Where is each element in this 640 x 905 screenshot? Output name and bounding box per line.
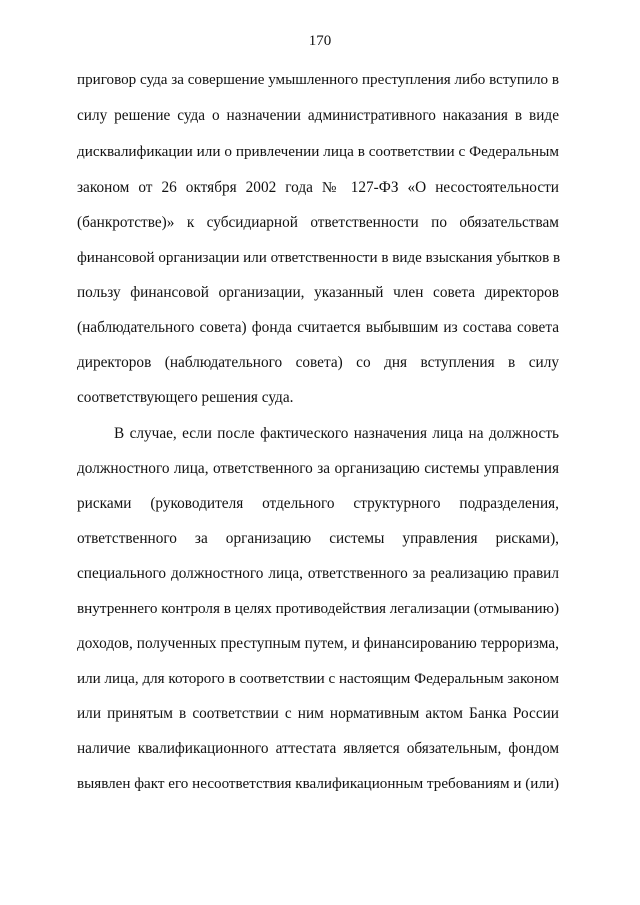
text-line: силу решение суда о назначении административного наказания в виде bbox=[77, 107, 559, 124]
text-line: финансовой организации или ответственности в виде взыскания убытков в bbox=[77, 250, 561, 266]
text-line: выявлен факт его несоответствия квалификационным требованиям и (или) bbox=[77, 776, 559, 792]
text-line: должностного лица, ответственного за организацию системы управления bbox=[77, 460, 559, 477]
text-line: рисками (руководителя отдельного структурного подразделения, bbox=[77, 495, 559, 512]
text-line: пользу финансовой организации, указанный член совета директоров bbox=[77, 284, 559, 301]
text-line: директоров (наблюдательного совета) со дня вступления в силу bbox=[77, 354, 559, 371]
text-line: наличие квалификационного аттестата является обязательным, фондом bbox=[77, 740, 559, 757]
text-line: дисквалификации или о привлечении лица в соответствии с Федеральным bbox=[77, 143, 559, 160]
text-line: соответствующего решения суда. bbox=[77, 389, 294, 406]
text-line: В случае, если после фактического назначения лица на должность bbox=[114, 425, 559, 442]
text-line: (банкротстве)» к субсидиарной ответственности по обязательствам bbox=[77, 214, 559, 231]
text-line: или принятым в соответствии с ним нормативным актом Банка России bbox=[77, 705, 559, 722]
text-line: законом от 26 октября 2002 года № 127-ФЗ «О несостоятельности bbox=[77, 179, 559, 196]
text-line: специального должностного лица, ответственного за реализацию правил bbox=[77, 565, 559, 582]
page-number: 170 bbox=[308, 33, 332, 49]
text-line: ответственного за организацию системы управления рисками), bbox=[77, 530, 559, 547]
text-line: приговор суда за совершение умышленного преступления либо вступило в bbox=[77, 72, 559, 88]
text-line: доходов, полученных преступным путем, и финансированию терроризма, bbox=[77, 635, 559, 652]
text-line: внутреннего контроля в целях противодействия легализации (отмыванию) bbox=[77, 600, 560, 617]
text-line: или лица, для которого в соответствии с настоящим Федеральным законом bbox=[77, 671, 559, 687]
text-line: (наблюдательного совета) фонда считается выбывшим из состава совета bbox=[77, 319, 559, 336]
